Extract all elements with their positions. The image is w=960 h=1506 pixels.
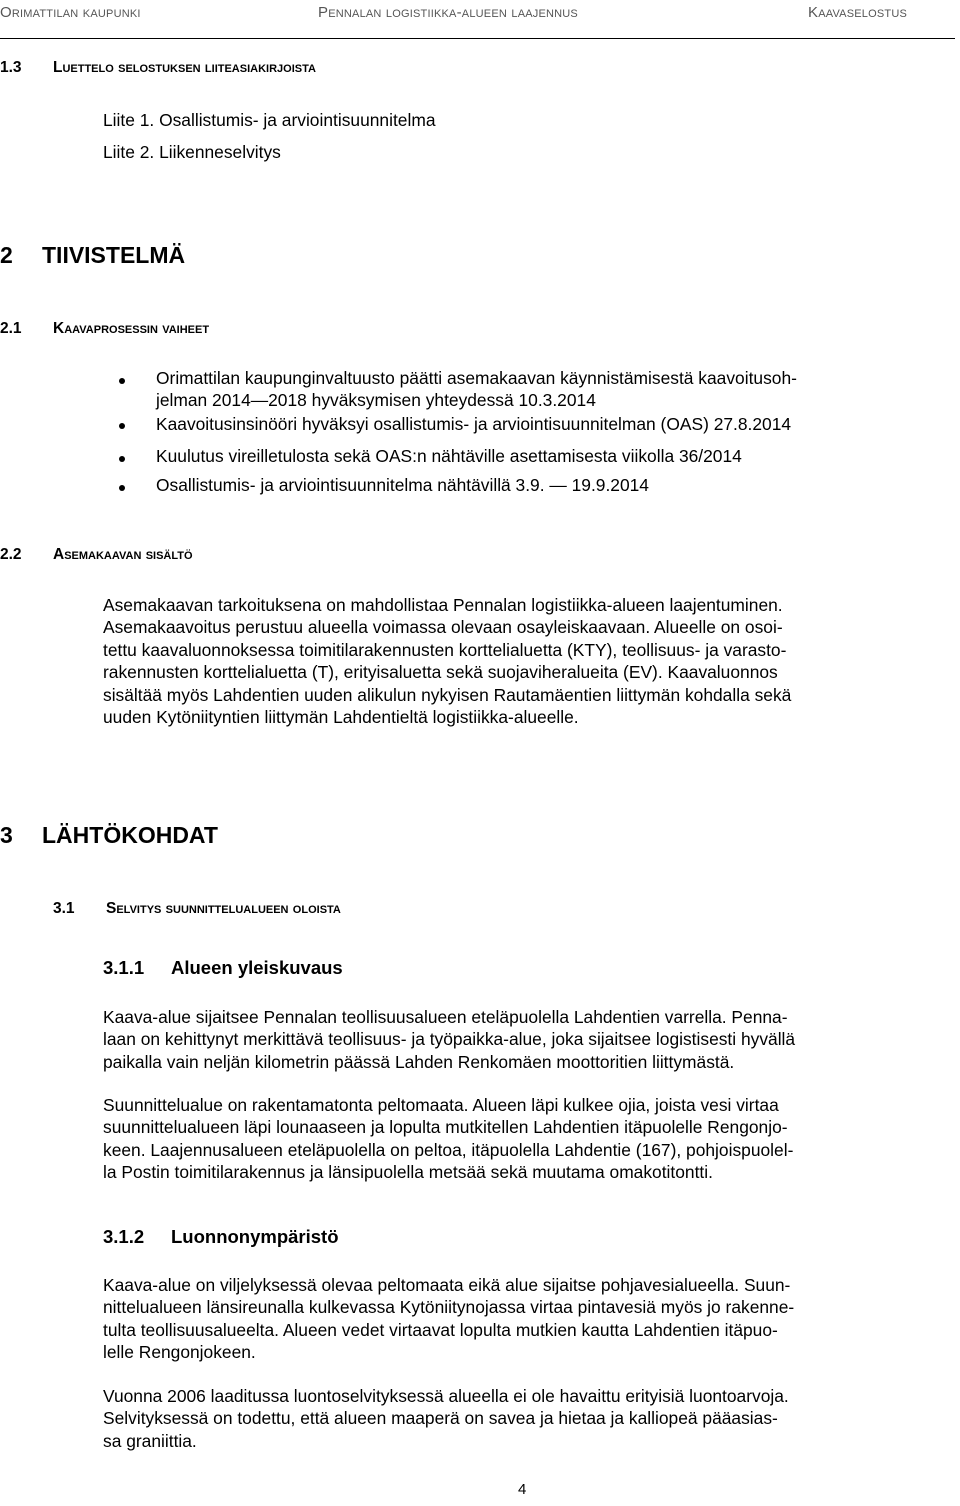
section-title: Luettelo selostuksen liiteasiakirjoista	[53, 59, 316, 76]
section-number: 2.1	[0, 320, 22, 337]
section-heading-3-1	[53, 900, 953, 924]
chapter-heading-2	[0, 242, 960, 272]
section-number: 2.2	[0, 546, 22, 563]
bullet-line: Kuulutus vireilletulosta sekä OAS:n nähtäville asettamisesta viikolla 36/2014	[156, 446, 742, 466]
text-line: Kaava-alue on viljelyksessä olevaa peltomaata eikä alue sijaitse pohjavesialueella. Suun-	[103, 1275, 791, 1295]
chapter-title: TIIVISTELMÄ	[42, 242, 186, 268]
paragraph	[103, 1006, 960, 1073]
chapter-heading-3	[0, 822, 960, 852]
bullet-line: Orimattilan kaupunginvaltuusto päätti asemakaavan käynnistämisestä kaavoitusoh-	[156, 368, 797, 388]
bullet-icon	[119, 378, 125, 384]
header-left: Orimattilan kaupunki	[0, 4, 141, 21]
paragraph	[103, 594, 960, 728]
attachment-item: Liite 1. Osallistumis- ja arviointisuunnitelma	[103, 110, 436, 130]
text-line: sisältää myös Lahdentien uuden alikulun nykyisen Rautamäentien liittymän kohdalla sekä	[103, 684, 792, 705]
text-line: suunnittelualueen läpi lounaaseen ja lopulta mutkitellen Lahdentien itäpuolelle Rengonjo-	[103, 1117, 788, 1138]
section-title: Selvitys suunnittelualueen oloista	[106, 900, 341, 917]
chapter-number: 3	[0, 822, 13, 848]
subsection-heading-3-1-2	[103, 1226, 953, 1252]
subsection-heading-3-1-1	[103, 957, 953, 983]
chapter-number: 2	[0, 242, 13, 268]
text-line: lelle Rengonjokeen.	[103, 1342, 256, 1363]
attachment-list	[103, 104, 436, 168]
bullet-icon	[119, 456, 125, 462]
text-line: nittelualueen länsireunalla kulkevassa Kytöniitynojassa virtaa pintavesiä myös jo rakenne-	[103, 1297, 795, 1318]
paragraph	[103, 1274, 960, 1364]
bullet-line: Osallistumis- ja arviointisuunnitelma nähtävillä 3.9. — 19.9.2014	[156, 475, 649, 495]
text-line: tulta teollisuusalueelta. Alueen vedet virtaavat lopulta mutkien kautta Lahdentien itäpuo-	[103, 1319, 778, 1340]
subsection-number: 3.1.1	[103, 957, 145, 978]
paragraph	[103, 1094, 960, 1184]
header-center: Pennalan logistiikka-alueen laajennus	[318, 4, 578, 21]
header-rule	[0, 38, 955, 39]
section-number: 1.3	[0, 59, 22, 76]
text-line: Asemakaavan tarkoituksena on mahdollistaa Pennalan logistiikka-alueen laajentuminen.	[103, 595, 783, 615]
text-line: rakennusten korttelialuetta (T), erityisaluetta sekä suojaviheralueita (EV). Kaavaluonnos	[103, 662, 778, 683]
section-heading-2-1	[0, 320, 960, 344]
bullet-item	[156, 445, 956, 467]
bullet-icon	[119, 485, 125, 491]
subsection-title: Luonnonympäristö	[171, 1226, 339, 1247]
page-number: 4	[518, 1481, 527, 1498]
paragraph	[103, 1385, 960, 1452]
text-line: Suunnittelualue on rakentamatonta peltomaata. Alueen läpi kulkee ojia, joista vesi virtaa	[103, 1095, 779, 1115]
text-line: tettu kaavaluonnoksessa toimitilarakennusten korttelialuetta (KTY), teollisuus- ja varasto-	[103, 639, 787, 660]
section-heading-1-3	[0, 59, 960, 83]
bullet-item	[156, 413, 956, 435]
subsection-number: 3.1.2	[103, 1226, 145, 1247]
text-line: Vuonna 2006 laaditussa luontoselvityksessä alueella ei ole havaittu erityisiä luontoarvoja.	[103, 1386, 789, 1406]
bullet-item	[156, 367, 956, 412]
text-line: sa graniittia.	[103, 1430, 197, 1451]
text-line: Kaava-alue sijaitsee Pennalan teollisuusalueen eteläpuolella Lahdentien varrella. Penna-	[103, 1007, 788, 1027]
text-line: Selvityksessä on todettu, että alueen maaperä on savea ja hietaa ja kalliopeä pääasias-	[103, 1408, 778, 1429]
section-title: Asemakaavan sisältö	[53, 546, 193, 563]
text-line: paikalla vain neljän kilometrin päässä Lahden Renkomäen moottoritien liittymästä.	[103, 1051, 735, 1072]
chapter-title: LÄHTÖKOHDAT	[42, 822, 218, 848]
header-right: Kaavaselostus	[808, 4, 908, 21]
attachment-item: Liite 2. Liikenneselvitys	[103, 142, 281, 162]
bullet-line: jelman 2014—2018 hyväksymisen yhteydessä 10.3.2014	[156, 390, 596, 411]
text-line: laan on kehittynyt merkittävä teollisuus- ja työpaikka-alue, joka sijaitsee logistisesti hyvällä	[103, 1029, 796, 1050]
text-line: uuden Kytöniityntien liittymän Lahdentieltä logistiikka-alueelle.	[103, 707, 579, 728]
text-line: Asemakaavoitus perustuu alueella voimassa olevaan osayleiskaavaan. Alueelle on osoi-	[103, 617, 783, 638]
subsection-title: Alueen yleiskuvaus	[171, 957, 343, 978]
bullet-item	[156, 474, 956, 496]
section-number: 3.1	[53, 900, 75, 917]
text-line: keen. Laajennusalueen eteläpuolella on peltoa, itäpuolella Lahdentie (167), pohjoispuolel-	[103, 1139, 794, 1160]
bullet-line: Kaavoitusinsinööri hyväksyi osallistumis- ja arviointisuunnitelman (OAS) 27.8.2014	[156, 414, 792, 434]
section-heading-2-2	[0, 546, 960, 570]
bullet-icon	[119, 423, 125, 429]
text-line: la Postin toimitilarakennus ja länsipuolella metsää sekä muutama omakotitontti.	[103, 1162, 713, 1183]
section-title: Kaavaprosessin vaiheet	[53, 320, 210, 337]
